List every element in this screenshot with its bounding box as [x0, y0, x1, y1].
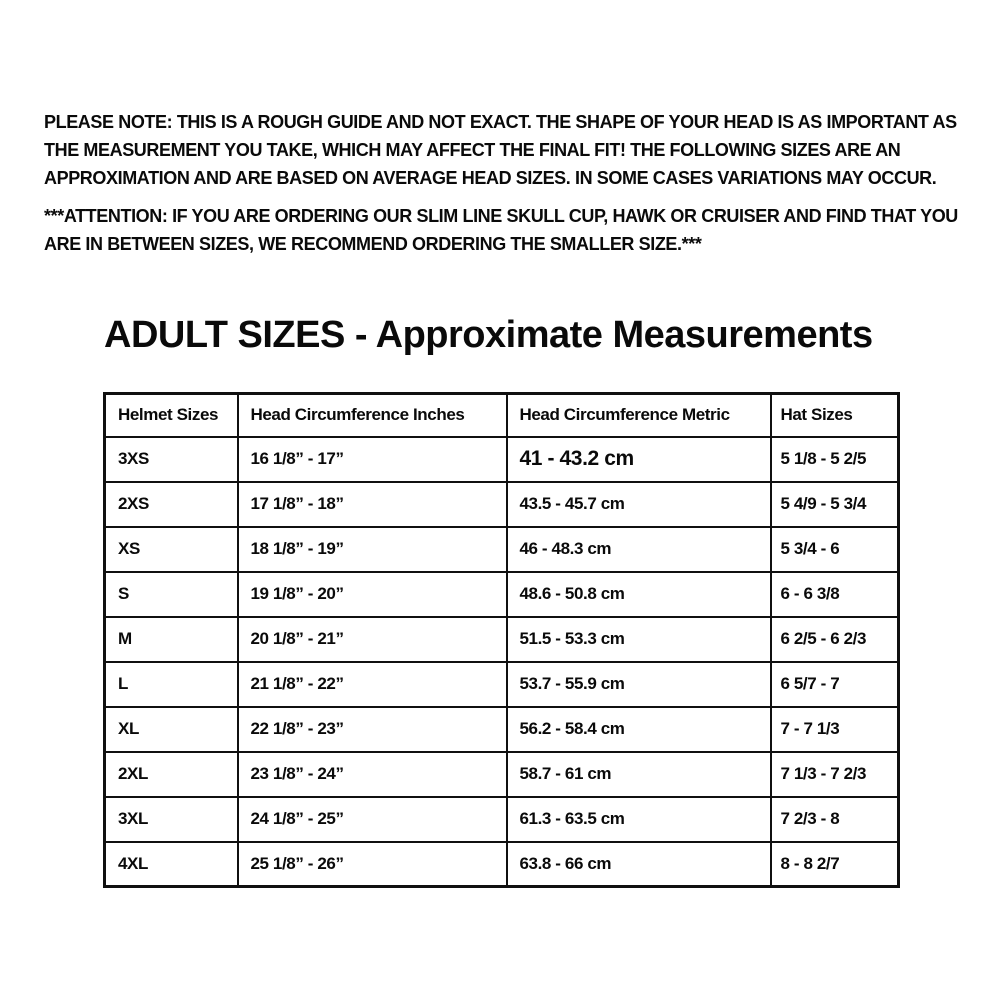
- table-row-xs: [105, 527, 899, 572]
- helmet-size-cell: L: [105, 662, 238, 707]
- inches-cell: 25 1/8” - 26”: [238, 842, 507, 887]
- metric-cell: 43.5 - 45.7 cm: [507, 482, 771, 527]
- inches-cell: 23 1/8” - 24”: [238, 752, 507, 797]
- header-head-circumference-inches: Head Circumference Inches: [238, 394, 507, 437]
- inches-cell: 19 1/8” - 20”: [238, 572, 507, 617]
- inches-cell: 18 1/8” - 19”: [238, 527, 507, 572]
- table-row-3xs: [105, 437, 899, 482]
- metric-cell: 63.8 - 66 cm: [507, 842, 771, 887]
- hat-size-cell: 5 4/9 - 5 3/4: [771, 482, 899, 527]
- table-row-3xl: [105, 797, 899, 842]
- please-note-text: PLEASE NOTE: THIS IS A ROUGH GUIDE AND NOT EXACT. THE SHAPE OF YOUR HEAD IS AS IMPORTANT AS THE MEASUREMENT YOU TAKE, WHICH MAY AFFECT THE FINAL FIT! THE FOLLOWING SIZES ARE AN APPROXIMATION AND ARE BASED ON AVERAGE HEAD SIZES. IN SOME CASES VARIATIONS MAY OCCUR.: [44, 112, 957, 188]
- inches-cell: 24 1/8” - 25”: [238, 797, 507, 842]
- helmet-size-cell: 3XS: [105, 437, 238, 482]
- metric-cell: 53.7 - 55.9 cm: [507, 662, 771, 707]
- table-row-4xl: [105, 842, 899, 887]
- inches-cell: 20 1/8” - 21”: [238, 617, 507, 662]
- hat-size-cell: 5 1/8 - 5 2/5: [771, 437, 899, 482]
- helmet-size-cell: S: [105, 572, 238, 617]
- hat-size-cell: 6 5/7 - 7: [771, 662, 899, 707]
- hat-size-cell: 7 1/3 - 7 2/3: [771, 752, 899, 797]
- header-hat-sizes: Hat Sizes: [771, 394, 899, 437]
- inches-cell: 17 1/8” - 18”: [238, 482, 507, 527]
- helmet-size-cell: 4XL: [105, 842, 238, 887]
- helmet-size-cell: XS: [105, 527, 238, 572]
- inches-cell: 21 1/8” - 22”: [238, 662, 507, 707]
- helmet-size-cell: XL: [105, 707, 238, 752]
- helmet-size-cell: 2XL: [105, 752, 238, 797]
- helmet-size-cell: M: [105, 617, 238, 662]
- table-row-2xs: [105, 482, 899, 527]
- metric-cell: 61.3 - 63.5 cm: [507, 797, 771, 842]
- metric-cell: 51.5 - 53.3 cm: [507, 617, 771, 662]
- metric-cell: 58.7 - 61 cm: [507, 752, 771, 797]
- metric-cell: 46 - 48.3 cm: [507, 527, 771, 572]
- inches-cell: 22 1/8” - 23”: [238, 707, 507, 752]
- hat-size-cell: 6 2/5 - 6 2/3: [771, 617, 899, 662]
- page-title: ADULT SIZES - Approximate Measurements: [104, 314, 873, 356]
- inches-cell: 16 1/8” - 17”: [238, 437, 507, 482]
- hat-size-cell: 5 3/4 - 6: [771, 527, 899, 572]
- hat-size-cell: 8 - 8 2/7: [771, 842, 899, 887]
- table-row-l: [105, 662, 899, 707]
- helmet-size-cell: 3XL: [105, 797, 238, 842]
- header-helmet-sizes: Helmet Sizes: [105, 394, 238, 437]
- header-head-circumference-metric: Head Circumference Metric: [507, 394, 771, 437]
- hat-size-cell: 6 - 6 3/8: [771, 572, 899, 617]
- adult-sizes-table: [103, 392, 900, 888]
- hat-size-cell: 7 - 7 1/3: [771, 707, 899, 752]
- table-header-row: [105, 394, 899, 437]
- table-row-2xl: [105, 752, 899, 797]
- table-row-s: [105, 572, 899, 617]
- table-row-xl: [105, 707, 899, 752]
- hat-size-cell: 7 2/3 - 8: [771, 797, 899, 842]
- table-row-m: [105, 617, 899, 662]
- metric-cell: 48.6 - 50.8 cm: [507, 572, 771, 617]
- metric-cell: 41 - 43.2 cm: [507, 437, 771, 482]
- attention-text: ***ATTENTION: IF YOU ARE ORDERING OUR SLIM LINE SKULL CUP, HAWK OR CRUISER AND FIND THAT YOU ARE IN BETWEEN SIZES, WE RECOMMEND ORDERING THE SMALLER SIZE.***: [44, 206, 958, 254]
- helmet-size-cell: 2XS: [105, 482, 238, 527]
- metric-cell: 56.2 - 58.4 cm: [507, 707, 771, 752]
